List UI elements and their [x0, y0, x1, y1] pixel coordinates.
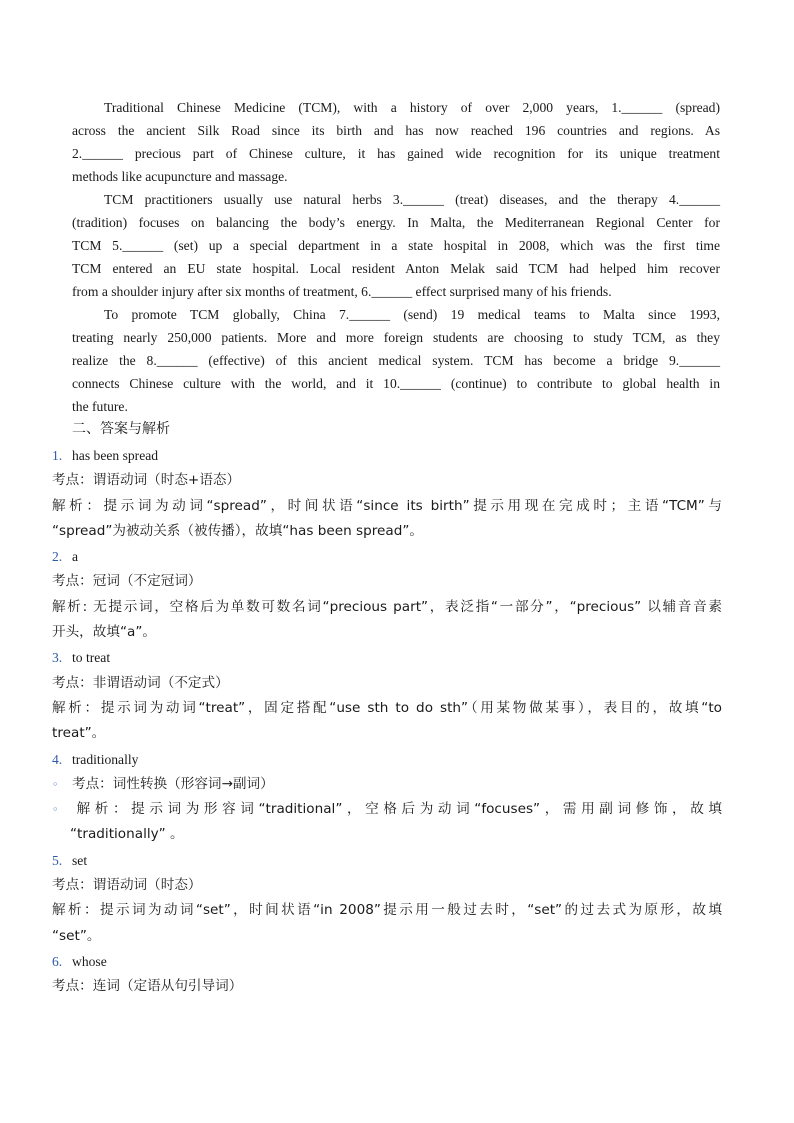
section-title: 二、答案与解析 — [72, 421, 170, 437]
answer-text: has been spread — [72, 448, 159, 463]
bullet-text: 考点：词性转换（形容词→副词） — [72, 775, 274, 792]
explanation-line: 开头，故填“a”。 — [52, 624, 156, 641]
explanation-line: 考点：谓语动词（时态） — [52, 877, 202, 894]
passage-line: TCM 5.______ (set) up a special department in a state hospital in 2008, which was the first time — [72, 238, 720, 253]
answer-number: 4. — [52, 751, 63, 767]
bullet-item — [52, 797, 722, 822]
answer-row — [52, 645, 722, 670]
answer-text: whose — [72, 953, 107, 969]
explanation-line: 考点：非谓语动词（不定式） — [52, 674, 229, 691]
passage-text — [72, 96, 720, 418]
explanation-line: treat”。 — [52, 725, 106, 742]
answer-number: 1. — [52, 448, 63, 463]
passage-line: realize the 8.______ (effective) of this ancient medical system. TCM has become a bridge 9.______ — [72, 353, 720, 368]
answer-row — [52, 544, 722, 569]
explanation-line: 解析：提示词为动词“treat”，固定搭配“use sth to do sth”（用某物做某事），表目的，故填“to — [52, 699, 722, 716]
answer-number: 3. — [52, 650, 63, 666]
passage-line: Traditional Chinese Medicine (TCM), with a history of over 2,000 years, 1.______ (spread) — [104, 100, 720, 115]
bullet-icon: ◦ — [52, 777, 59, 791]
answer-row — [52, 848, 722, 873]
explanation-line: “spread”为被动关系（被传播），故填“has been spread”。 — [52, 522, 423, 539]
explanation-line: 考点：连词（定语从句引导词） — [52, 978, 243, 995]
answer-row — [52, 949, 722, 974]
passage-line: TCM entered an EU state hospital. Local resident Anton Melak said TCM had helped him recover — [72, 261, 720, 276]
answer-text: set — [72, 852, 88, 868]
passage-line: 2.______ precious part of Chinese culture, it has gained wide recognition for its unique treatment — [72, 146, 720, 161]
explanation-line: 解析：提示词为动词“set”，时间状语“in 2008”提示用一般过去时，“set”的过去式为原形，故填 — [52, 902, 722, 919]
explanation-line: 解析：提示词为动词“spread”，时间状语“since its birth”提示用现在完成时；主语“TCM”与 — [52, 497, 722, 514]
passage-line: across the ancient Silk Road since its birth and has now reached 196 countries and regions. As — [72, 123, 720, 138]
explanation-line: “set”。 — [52, 927, 101, 944]
answer-number: 6. — [52, 953, 63, 969]
passage-line: the future. — [72, 399, 128, 414]
passage-line: from a shoulder injury after six months of treatment, 6.______ effect surprised many of his friends. — [72, 284, 612, 299]
bullet-icon: ◦ — [52, 803, 59, 817]
passage-line: treating nearly 250,000 patients. More and more foreign students are choosing to study TCM, as they — [72, 330, 720, 345]
passage-line: methods like acupuncture and massage. — [72, 169, 288, 184]
answer-row — [52, 747, 722, 772]
passage-line: connects Chinese culture with the world, and it 10.______ (continue) to contribute to global health in — [72, 376, 720, 391]
answer-row — [52, 443, 722, 468]
bullet-text: 解析：提示词为形容词“traditional”，空格后为动词“focuses”，需用副词修饰，故填 — [72, 801, 722, 818]
explanation-line: 考点：谓语动词（时态+语态） — [52, 472, 241, 489]
explanation-line: 解析: 无提示词，空格后为单数可数名词“precious part”，表泛指“一部分”，“precious” 以辅音音素 — [52, 598, 722, 615]
answer-text: traditionally — [72, 751, 139, 767]
answer-number: 5. — [52, 852, 63, 868]
explanation-line: “traditionally” 。 — [70, 826, 184, 843]
bullet-item — [52, 772, 722, 797]
answers-section — [52, 443, 722, 1000]
passage-line: (tradition) focuses on balancing the body’s energy. In Malta, the Mediterranean Regional Center for — [72, 215, 720, 230]
answer-number: 2. — [52, 549, 63, 565]
explanation-line: 考点：冠词（不定冠词） — [52, 573, 202, 590]
passage-line: TCM practitioners usually use natural herbs 3.______ (treat) diseases, and the therapy 4.______ — [104, 192, 720, 207]
answer-text: a — [72, 549, 79, 565]
answer-text: to treat — [72, 650, 111, 666]
passage-line: To promote TCM globally, China 7.______ (send) 19 medical teams to Malta since 1993, — [104, 307, 720, 322]
